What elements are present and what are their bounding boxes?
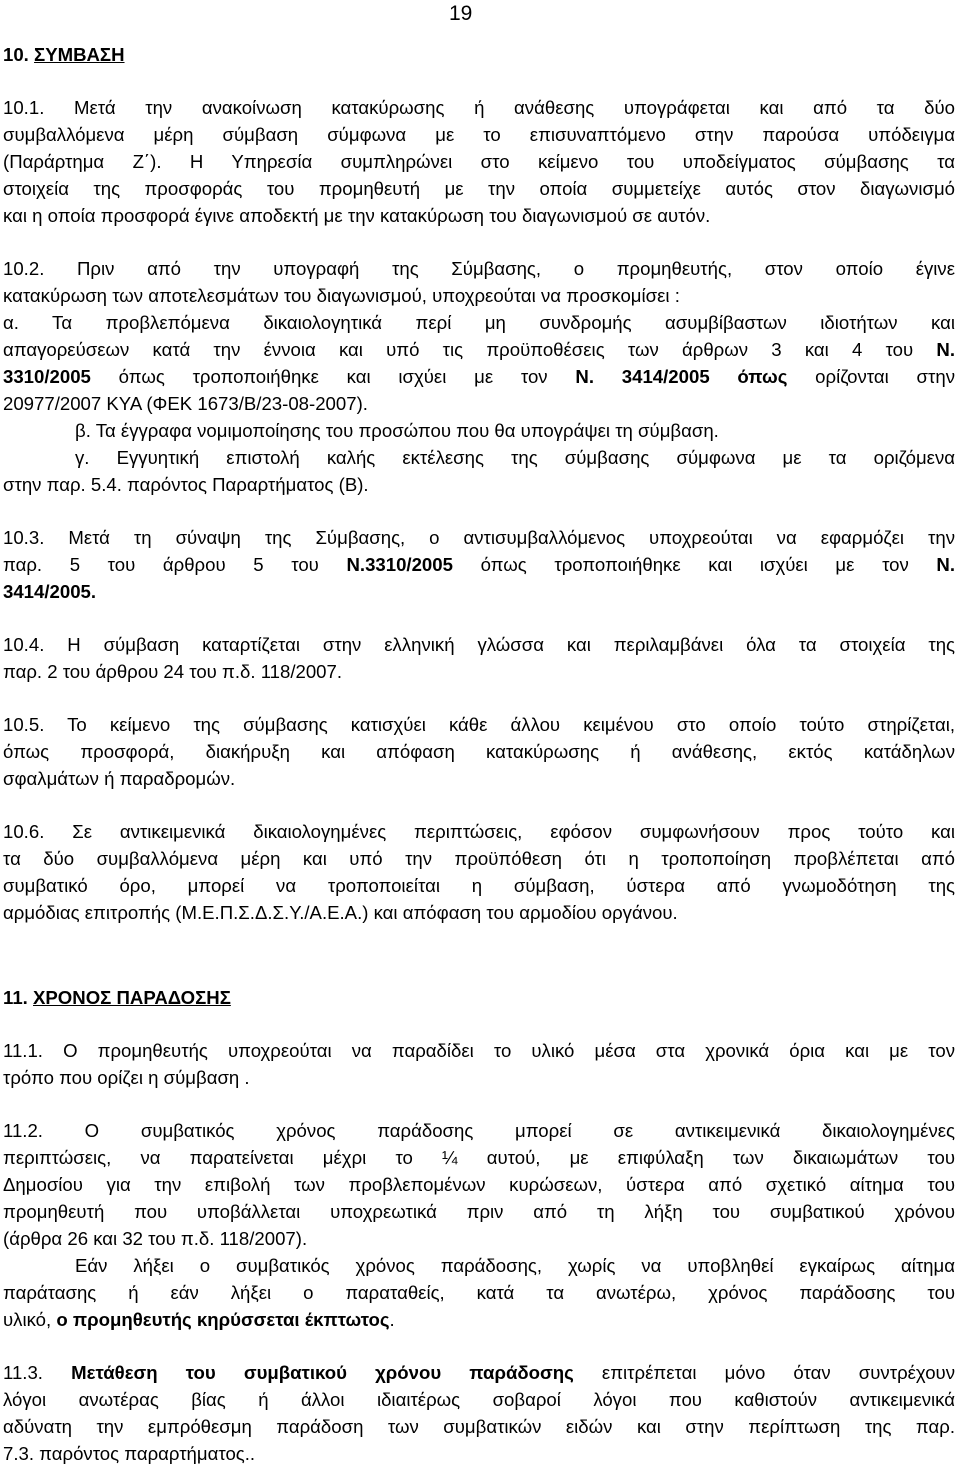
paragraph-10-2-line: γ. Εγγυητική επιστολή καλής εκτέλεσης της σύμβασης σύμφωνα με τα οριζόμενα — [75, 447, 955, 468]
paragraph-11-2-line: υλικό, ο προμηθευτής κηρύσσεται έκπτωτος. — [3, 1309, 395, 1330]
paragraph-11-2-line: προμηθευτή που υποβάλλεται υποχρεωτικά πριν από τη λήξη του συμβατικού χρόνου — [3, 1201, 955, 1222]
paragraph-11-3-line: αδύνατη την εμπρόθεσμη παράδοση των συμβατικών ειδών και στην περίπτωση της παρ. — [3, 1416, 955, 1437]
paragraph-10-1-line: 10.1. Μετά την ανακοίνωση κατακύρωσης ή ανάθεσης υπογράφεται και από τα δύο — [3, 97, 955, 118]
paragraph-10-5-line: 10.5. Το κείμενο της σύμβασης κατισχύει κάθε άλλου κειμένου στο οποίο τούτο στηρίζεται, — [3, 714, 955, 735]
paragraph-10-2-line: β. Τα έγγραφα νομιμοποίησης του προσώπου που θα υπογράψει τη σύμβαση. — [75, 420, 719, 441]
paragraph-11-2-line: 11.2. Ο συμβατικός χρόνος παράδοσης μπορεί σε αντικειμενικά δικαιολογημένες — [3, 1120, 955, 1141]
paragraph-10-4-line: 10.4. Η σύμβαση καταρτίζεται στην ελληνική γλώσσα και περιλαμβάνει όλα τα στοιχεία της — [3, 634, 955, 655]
paragraph-10-4-line: παρ. 2 του άρθρου 24 του π.δ. 118/2007. — [3, 661, 343, 682]
paragraph-10-2-line: α. Τα προβλεπόμενα δικαιολογητικά περί μη συνδρομής ασυμβίβαστων ιδιοτήτων και — [3, 312, 955, 333]
page-number: 19 — [449, 2, 473, 25]
paragraph-10-6-line: τα δύο συμβαλλόμενα μέρη και υπό την προϋπόθεση ότι η τροποποίηση προβλέπεται από — [3, 848, 955, 869]
paragraph-10-1-line: συμβαλλόμενα μέρη σύμβαση σύμφωνα με το επισυναπτόμενο στην παρούσα υπόδειγμα — [3, 124, 955, 145]
paragraph-10-1-line: και η οποία προσφορά έγινε αποδεκτή με την κατακύρωση του διαγωνισμού σε αυτόν. — [3, 205, 711, 226]
paragraph-10-2-line: 20977/2007 ΚΥΑ (ΦΕΚ 1673/Β/23-08-2007). — [3, 393, 368, 414]
paragraph-11-1-line: τρόπο που ορίζει η σύμβαση . — [3, 1067, 250, 1088]
paragraph-11-3-line: 11.3. Μετάθεση του συμβατικού χρόνου παράδοσης επιτρέπεται μόνο όταν συντρέχουν — [3, 1362, 956, 1383]
paragraph-10-3-line: παρ. 5 του άρθρου 5 του Ν.3310/2005 όπως τροποποιήθηκε και ισχύει με τον Ν. — [3, 554, 956, 575]
section-11-heading: 11. ΧΡΟΝΟΣ ΠΑΡΑΔΟΣΗΣ — [3, 987, 231, 1008]
paragraph-11-1-line: 11.1. Ο προμηθευτής υποχρεούται να παραδίδει το υλικό μέσα στα χρονικά όρια και με τον — [3, 1040, 955, 1061]
paragraph-10-2-line: 10.2. Πριν από την υπογραφή της Σύμβασης, ο προμηθευτής, στον οποίο έγινε — [3, 258, 955, 279]
paragraph-11-2-line: Δημοσίου για την επιβολή των προβλεπομένων κυρώσεων, ύστερα από σχετικό αίτημα του — [3, 1174, 955, 1195]
paragraph-10-3-line: 10.3. Μετά τη σύναψη της Σύμβασης, ο αντισυμβαλλόμενος υποχρεούται να εφαρμόζει την — [3, 527, 955, 548]
paragraph-10-3-line: 3414/2005. — [3, 581, 97, 602]
paragraph-10-2-line: 3310/2005 όπως τροποποιήθηκε και ισχύει με τον Ν. 3414/2005 όπως ορίζονται στην — [3, 366, 955, 387]
paragraph-11-2-line: παράτασης ή εάν λήξει ο παραταθείς, κατά τα ανωτέρω, χρόνος παράδοσης του — [3, 1282, 955, 1303]
paragraph-11-3-line: λόγοι ανωτέρας βίας ή άλλοι ιδιαιτέρως σοβαροί λόγοι που καθιστούν αντικειμενικά — [3, 1389, 955, 1410]
paragraph-11-2-line: (άρθρα 26 και 32 του π.δ. 118/2007). — [3, 1228, 308, 1249]
paragraph-10-2-line: στην παρ. 5.4. παρόντος Παραρτήματος (Β). — [3, 474, 369, 495]
paragraph-10-5-line: σφαλμάτων ή παραδρομών. — [3, 768, 236, 789]
paragraph-11-2-line: Εάν λήξει ο συμβατικός χρόνος παράδοσης, χωρίς να υποβληθεί εγκαίρως αίτημα — [75, 1255, 955, 1276]
paragraph-10-6-line: 10.6. Σε αντικειμενικά δικαιολογημένες περιπτώσεις, εφόσον συμφωνήσουν προς τούτο και — [3, 821, 955, 842]
paragraph-10-1-line: (Παράρτημα Ζ΄). Η Υπηρεσία συμπληρώνει στο κείμενο του υποδείγματος σύμβασης τα — [3, 151, 955, 172]
paragraph-10-6-line: αρμόδιας επιτροπής (Μ.Ε.Π.Σ.Δ.Σ.Υ./Α.Ε.Α.) και απόφαση του αρμοδίου οργάνου. — [3, 902, 678, 923]
paragraph-10-1-line: στοιχεία της προσφοράς του προμηθευτή με την οποία συμμετείχε αυτός στον διαγωνισμό — [3, 178, 955, 199]
paragraph-10-2-line: κατακύρωση των αποτελεσμάτων του διαγωνισμού, υποχρεούται να προσκομίσει : — [3, 285, 680, 306]
section-10-heading: 10. ΣΥΜΒΑΣΗ — [3, 44, 125, 65]
paragraph-10-5-line: όπως προσφορά, διακήρυξη και απόφαση κατακύρωσης ή ανάθεσης, εκτός κατάδηλων — [3, 741, 955, 762]
paragraph-11-2-line: περιπτώσεις, να παρατείνεται μέχρι το ¼ αυτού, με επιφύλαξη των δικαιωμάτων του — [3, 1147, 955, 1168]
paragraph-10-2-line: απαγορεύσεων κατά την έννοια και υπό τις προϋποθέσεις των άρθρων 3 και 4 του Ν. — [3, 339, 955, 360]
paragraph-11-3-line: 7.3. παρόντος παραρτήματος.. — [3, 1443, 256, 1464]
paragraph-10-6-line: συμβατικό όρο, μπορεί να τροποποιείται η σύμβαση, ύστερα από γνωμοδότηση της — [3, 875, 955, 896]
